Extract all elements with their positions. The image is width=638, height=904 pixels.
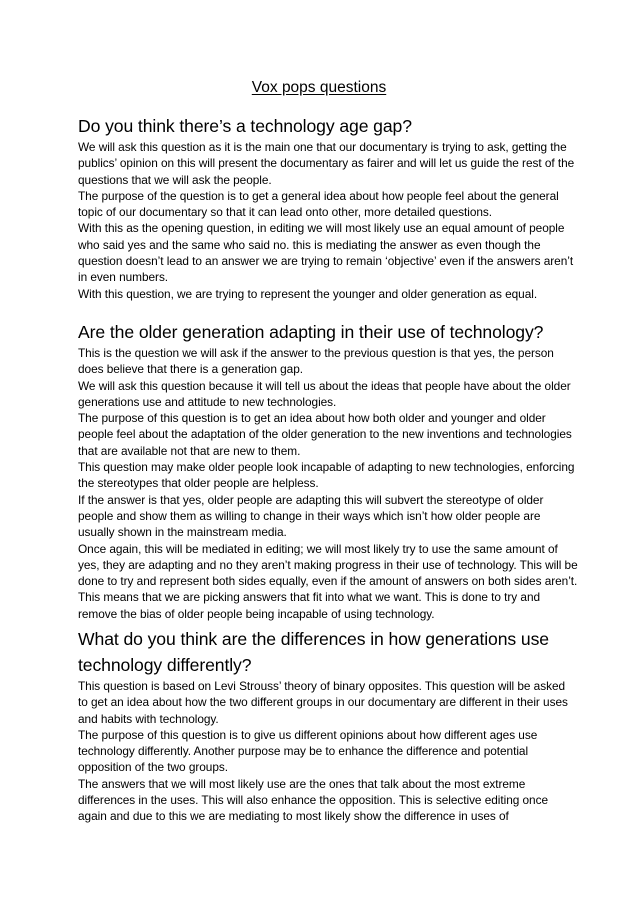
section-generation-differences [78, 627, 578, 825]
paragraph: The purpose of the question is to get a general idea about how people feel about the general topic of our documentary so that it can lead onto other, more detailed questions. [78, 188, 559, 220]
section-heading: What do you think are the differences in how generations use technology differently? [78, 629, 549, 675]
section-heading: Do you think there’s a technology age gap? [78, 116, 412, 136]
paragraph: This is the question we will ask if the answer to the previous question is that yes, the person does believe that there is a generation gap. [78, 346, 554, 377]
paragraph: With this as the opening question, in editing we will most likely use an equal amount of people who said yes and the same who said no. this is mediating the answer as even though the question doesn’t lead to an answer we are trying to remain ‘objective’ even if the answers aren’t in even numbers. [78, 221, 574, 285]
paragraph: The purpose of this question is to give us different opinions about how different ages use technology differently. Another purpose may be to enhance the difference and potential opposition of the two groups. [78, 727, 538, 775]
paragraph: This question may make older people look incapable of adapting to new technologies, enforcing the stereotypes that older people are helpless. [78, 460, 575, 491]
paragraph: Once again, this will be mediated in editing; we will most likely try to use the same amount of yes, they are adapting and no they aren’t making progress in their use of technology. This will be done to try and represent both sides equally, even if the amount of answers on both sides aren’t. This means that we are picking answers that fit into what we want. This is done to try and remove the bias of older people being incapable of using technology. [78, 541, 578, 621]
paragraph: The answers that we will most likely use are the ones that talk about the most extreme differences in the uses. This will also enhance the opposition. This is selective editing once again and due to this we are mediating to most likely show the difference in uses of [78, 776, 548, 824]
paragraph: The purpose of this question is to get an idea about how both older and younger and older people feel about the adaptation of the older generation to the new inventions and technologies that are available not that are new to them. [78, 411, 572, 458]
paragraph: We will ask this question because it will tell us about the ideas that people have about the older generations use and attitude to new technologies. [78, 378, 571, 409]
paragraph: This question is based on Levi Strouss’ theory of binary opposites. This question will be asked to get an idea about how the two different groups in our documentary are different in their uses and habits with technology. [78, 679, 568, 726]
section-technology-age-gap [78, 114, 578, 302]
section-heading: Are the older generation adapting in their use of technology? [78, 322, 544, 342]
document-title: Vox pops questions [251, 79, 387, 96]
paragraph: We will ask this question as it is the main one that our documentary is trying to ask, getting the publics’ opinion on this will present the documentary as fairer and will let us guide the rest of the questions that we will ask the people. [78, 140, 575, 187]
paragraph: If the answer is that yes, older people are adapting this will subvert the stereotype of older people and show them as willing to change in their ways which isn’t how older people are usually shown in the mainstream media. [78, 492, 544, 540]
paragraph: With this question, we are trying to represent the younger and older generation as equal. [78, 286, 538, 301]
section-older-generation-adapting [78, 320, 578, 622]
